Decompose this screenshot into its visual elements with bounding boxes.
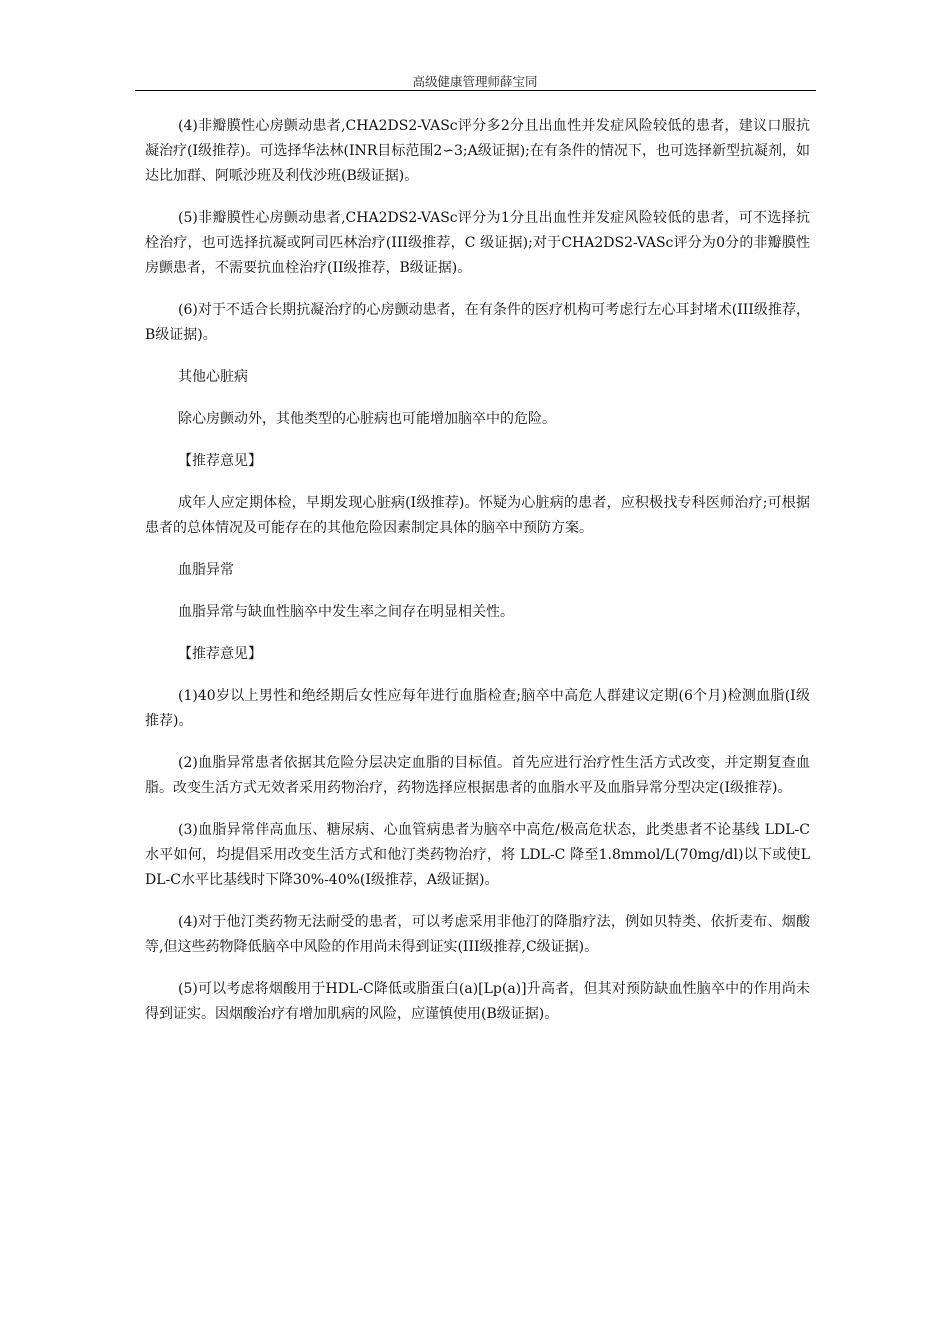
- page-header: 高级健康管理师薛宝同: [412, 74, 538, 89]
- document-body: [145, 114, 810, 1044]
- intro-dyslipidemia: 血脂异常与缺血性脑卒中发生率之间存在明显相关性。: [178, 604, 514, 620]
- recommendation-6-left-atrial-appendage: (6)对于不适合长期抗凝治疗的心房颤动患者，在有条件的医疗机构可考虑行左心耳封堵术(III级推荐，B级证据)。: [145, 302, 810, 343]
- header-divider: [135, 90, 816, 91]
- recommendation-5-antithrombotic: (5)非瓣膜性心房颤动患者,CHA2DS2-VASc评分为1分且出血性并发症风险较低的患者，可不选择抗栓治疗，也可选择抗凝或阿司匹林治疗(III级推荐，C 级证据);对于CHA2DS2-VASc评分为0分的非瓣膜性房颤患者，不需要抗血栓治疗(II级推荐，B级证据)。: [145, 210, 810, 276]
- recommendation-1-lipid-screening: (1)40岁以上男性和绝经期后女性应每年进行血脂检查;脑卒中高危人群建议定期(6个月)检测血脂(I级推荐)。: [145, 688, 810, 729]
- recommendation-4-anticoagulation: (4)非瓣膜性心房颤动患者,CHA2DS2-VASc评分多2分且出血性并发症风险较低的患者，建议口服抗凝治疗(I级推荐)。可选择华法林(INR目标范围2∽3;A级证据);在有条件的情况下，也可选择新型抗凝剂，如达比加群、阿哌沙班及利伐沙班(B级证据)。: [145, 118, 810, 184]
- recommendation-4-non-statin: (4)对于他汀类药物无法耐受的患者，可以考虑采用非他汀的降脂疗法，例如贝特类、依折麦布、烟酸等,但这些药物降低脑卒中风险的作用尚未得到证实(III级推荐,C级证据)。: [145, 914, 810, 955]
- recommendation-5-niacin: (5)可以考虑将烟酸用于HDL-C降低或脂蛋白(a)[Lp(a)]升高者，但其对预防缺血性脑卒中的作用尚未得到证实。因烟酸治疗有增加肌病的风险，应谨慎使用(B级证据)。: [145, 981, 810, 1022]
- recommendation-heading: 【推荐意见】: [178, 646, 262, 662]
- section-heading-other-heart-disease: 其他心脏病: [178, 369, 248, 385]
- section-heading-dyslipidemia: 血脂异常: [178, 562, 234, 578]
- recommendation-3-statin-therapy: (3)血脂异常伴高血压、糖尿病、心血管病患者为脑卒中高危/极高危状态，此类患者不论基线 LDL-C 水平如何，均提倡采用改变生活方式和他汀类药物治疗，将 LDL-C 降至1.8mmol/L(70mg/dl)以下或使LDL-C水平比基线时下降30%-40%(I级推荐，A级证据)。: [145, 822, 810, 888]
- recommendation-2-lipid-targets: (2)血脂异常患者依据其危险分层决定血脂的目标值。首先应进行治疗性生活方式改变，并定期复查血脂。改变生活方式无效者采用药物治疗，药物选择应根据患者的血脂水平及血脂异常分型决定(I级推荐)。: [145, 755, 810, 796]
- recommendation-heart-checkup: 成年人应定期体检，早期发现心脏病(I级推荐)。怀疑为心脏病的患者，应积极找专科医师治疗;可根据患者的总体情况及可能存在的其他危险因素制定具体的脑卒中预防方案。: [145, 495, 810, 536]
- recommendation-heading: 【推荐意见】: [178, 453, 262, 469]
- intro-other-heart-disease: 除心房颤动外，其他类型的心脏病也可能增加脑卒中的危险。: [178, 411, 556, 427]
